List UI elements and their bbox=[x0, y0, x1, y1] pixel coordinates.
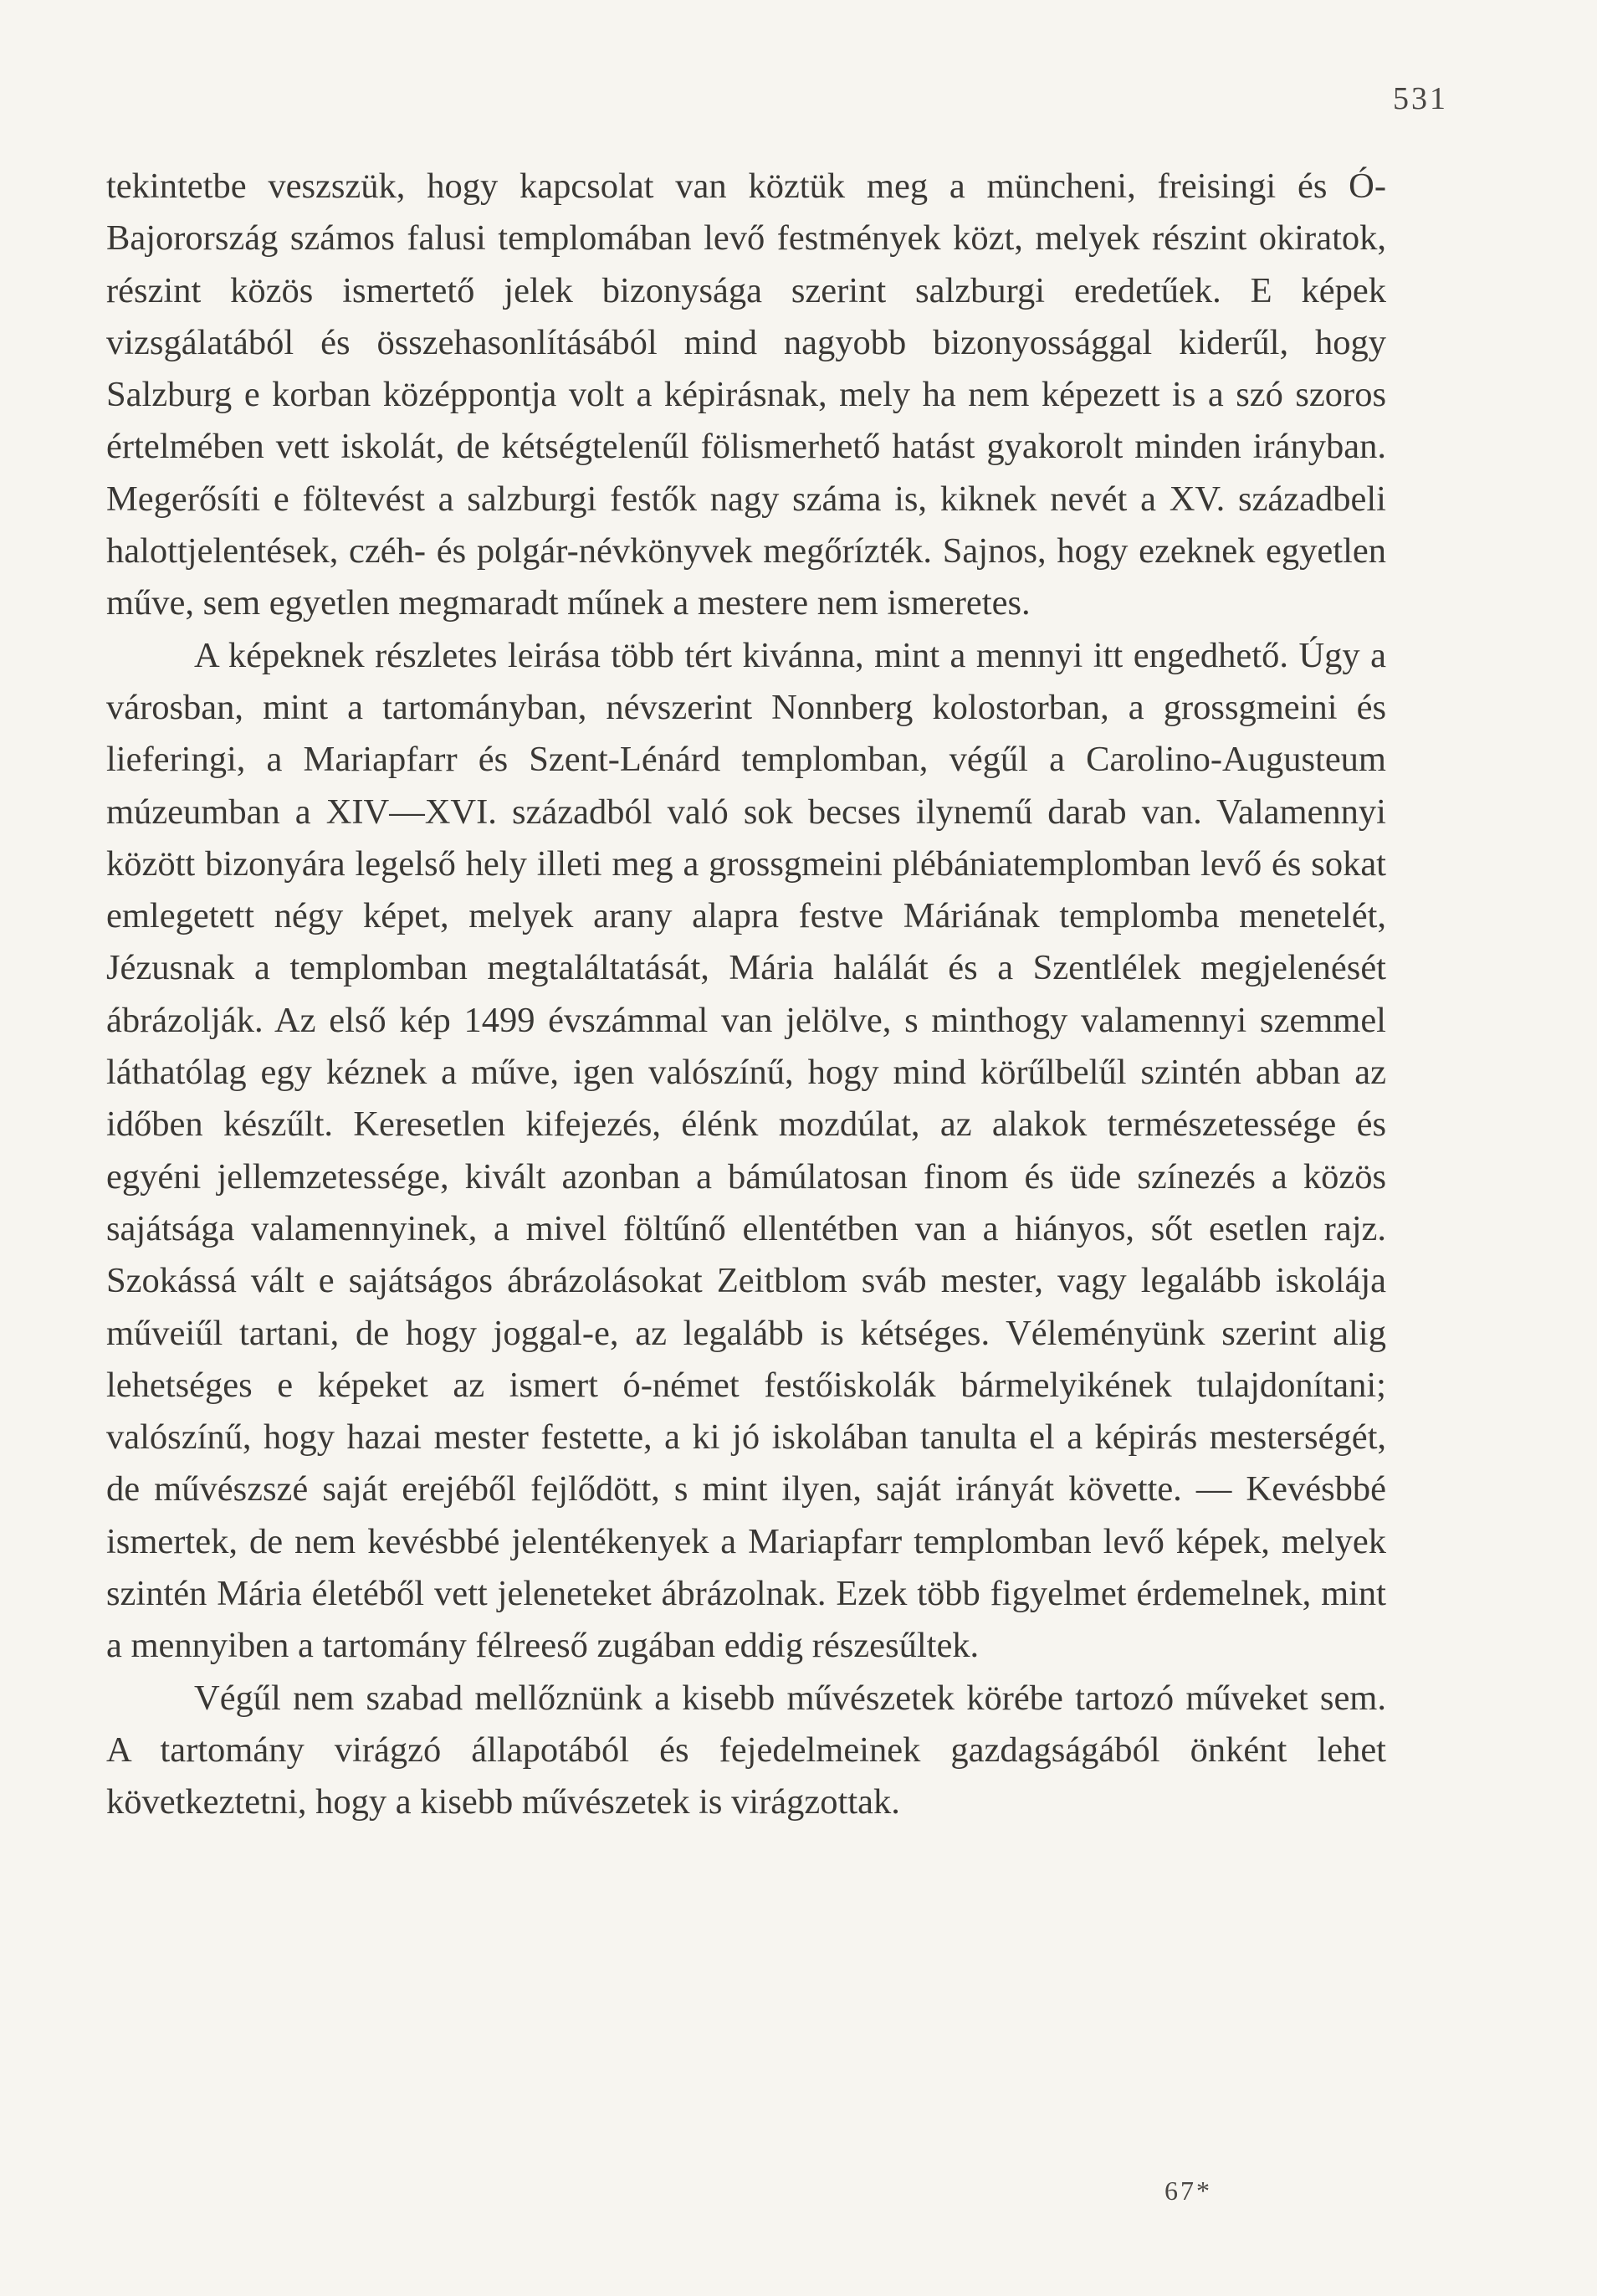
paragraph: tekintetbe veszszük, hogy kapcsolat van köztük meg a müncheni, freisingi és Ó-Bajorország számos falusi templomában levő festmények közt, melyek részint okiratok, részint közös ismertető jelek bizonysága szerint salzburgi eredetűek. E képek vizsgálatából és összehasonlításából mind nagyobb bizonyossággal kiderűl, hogy Salzburg e korban középpontja volt a képirásnak, mely ha nem képezett is a szó szoros értelmében vett iskolát, de kétségtelenűl fölismerhető hatást gyakorolt minden irányban. Megerősíti e föltevést a salzburgi festők nagy száma is, kiknek nevét a XV. századbeli halottjelentések, czéh- és polgár-névkönyvek megőrízték. Sajnos, hogy ezeknek egyetlen műve, sem egyetlen megmaradt műnek a mestere nem ismeretes. bbox=[106, 167, 1386, 623]
page-number: 531 bbox=[1393, 81, 1448, 116]
paragraph: Végűl nem szabad mellőznünk a kisebb művészetek körébe tartozó műveket sem. A tartomány virágzó állapotából és fejedelmeinek gazdagságából önként lehet következtetni, hogy a kisebb művészetek is virágzottak. bbox=[106, 1678, 1386, 1822]
signature-mark: 67* bbox=[1164, 2176, 1212, 2206]
paragraph: A képeknek részletes leirása több tért kivánna, mint a mennyi itt engedhető. Úgy a városban, mint a tartományban, névszerint Nonnberg kolostorban, a grossgmeini és lieferingi, a Mariapfarr és Szent-Lénárd templomban, végűl a Carolino-Augusteum múzeumban a XIV—XVI. századból való sok becses ilynemű darab van. Valamennyi között bizonyára legelső hely illeti meg a grossgmeini plébániatemplomban levő és sokat emlegetett négy képet, melyek arany alapra festve Máriának templomba menetelét, Jézusnak a templomban megtaláltatását, Mária halálát és a Szentlélek megjelenését ábrázolják. Az első kép 1499 évszámmal van jelölve, s minthogy valamennyi szemmel láthatólag egy kéznek a műve, igen valószínű, hogy mind körűlbelűl szintén abban az időben készűlt. Keresetlen kifejezés, élénk mozdúlat, az alakok természetessége és egyéni jellemzetessége, kivált azonban a bámúlatosan finom és üde színezés a közös sajátsága valamennyinek, a mivel föltűnő ellentétben van a hiányos, sőt esetlen rajz. Szokássá vált e sajátságos ábrázolásokat Zeitblom sváb mester, vagy legalább iskolája műveiűl tartani, de hogy joggal-e, az legalább is kétséges. Véleményünk szerint alig lehetséges e képeket az ismert ó-német festőiskolák bármelyikének tulajdonítani; valószínű, hogy hazai mester festette, a ki jó iskolában tanulta el a képirás mesterségét, de művészszé saját erejéből fejlődött, s mint ilyen, saját irányát követte. — Kevésbbé ismertek, de nem kevésbbé jelentékenyek a Mariapfarr templomban levő képek, melyek szintén Mária életéből vett jeleneteket ábrázolnak. Ezek több figyelmet érdemelnek, mint a mennyiben a tartomány félreeső zugában eddig részesűltek. bbox=[106, 635, 1386, 1666]
body-text bbox=[106, 161, 1386, 1829]
